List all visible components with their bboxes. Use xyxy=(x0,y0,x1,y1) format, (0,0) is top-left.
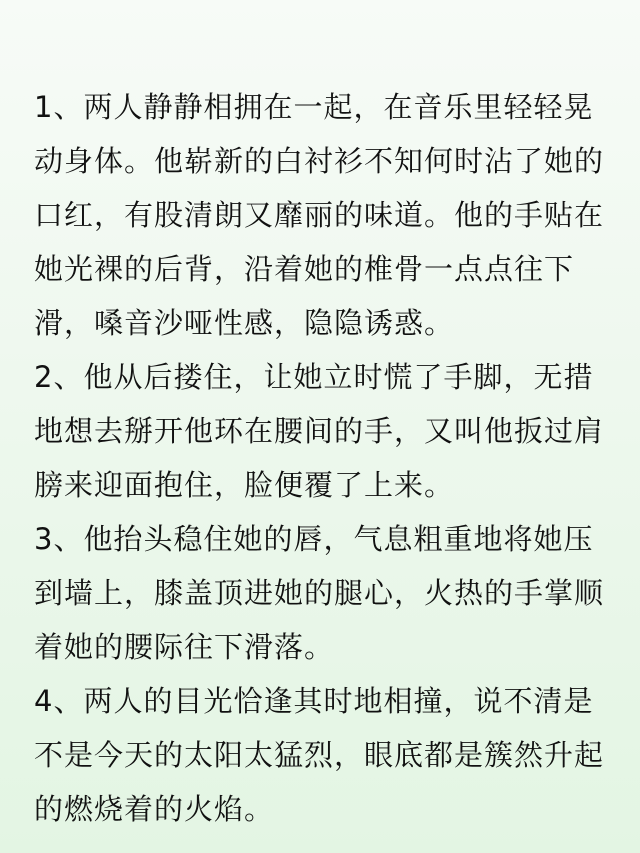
text-line: 4、两人的目光恰逢其时地相撞，说不清是 xyxy=(34,684,594,718)
text-line: 着她的腰际往下滑落。 xyxy=(34,630,335,664)
paragraph-3 xyxy=(34,512,616,674)
text-line: 3、他抬头稳住她的唇，气息粗重地将她压 xyxy=(34,522,594,556)
text-line: 到墙上，膝盖顶进她的腿心，火热的手掌顺 xyxy=(34,576,605,610)
text-line: 动身体。他崭新的白衬衫不知何时沾了她的 xyxy=(34,144,605,178)
text-line: 1、两人静静相拥在一起，在音乐里轻轻晃 xyxy=(34,90,594,124)
paragraph-2 xyxy=(34,350,616,512)
text-line: 她光裸的后背，沿着她的椎骨一点点往下 xyxy=(34,252,575,286)
text-line: 的燃烧着的火焰。 xyxy=(34,792,275,826)
text-line: 地想去掰开他环在腰间的手，又叫他扳过肩 xyxy=(34,414,605,448)
text-line: 2、他从后搂住，让她立时慌了手脚，无措 xyxy=(34,360,594,394)
text-line: 膀来迎面抱住，脸便覆了上来。 xyxy=(34,468,455,502)
text-line: 口红，有股清朗又靡丽的味道。他的手贴在 xyxy=(34,198,605,232)
paragraph-1 xyxy=(34,80,616,350)
paragraph-4 xyxy=(34,674,616,836)
text-line: 不是今天的太阳太猛烈，眼底都是簇然升起 xyxy=(34,738,605,772)
text-line: 滑，嗓音沙哑性感，隐隐诱惑。 xyxy=(34,306,455,340)
